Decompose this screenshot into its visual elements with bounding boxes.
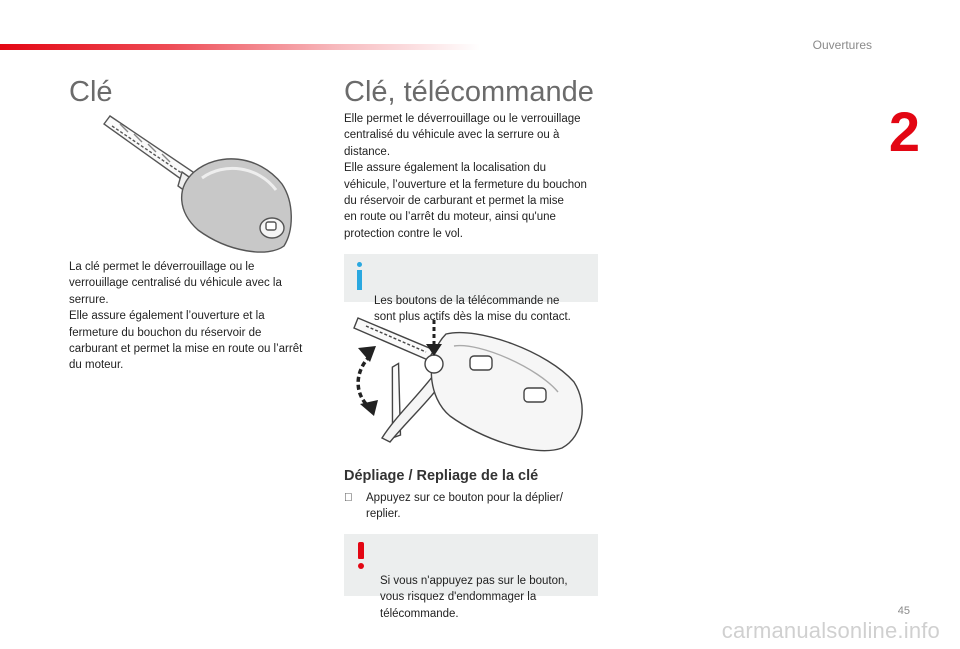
section-label: Ouvertures: [812, 38, 872, 52]
chapter-number: 2: [888, 100, 920, 163]
remote-key-illustration: [348, 312, 592, 462]
info-note-box: [344, 254, 598, 324]
fold-unfold-text: Appuyez sur ce bouton pour la déplier/ replier.: [366, 492, 563, 521]
key-description: La clé permet le déverrouillage ou le verrouillage centralisé du véhicule avec la serrure. Elle assure également l’ouverture et la fermeture du bouchon du réservoir de carburant et permet la mise en route ou l’arrêt du moteur.: [69, 261, 303, 372]
fold-unfold-heading: Dépliage / Repliage de la clé: [344, 468, 539, 484]
info-note-text: Les boutons de la télécommande ne sont plus actifs dès la mise du contact.: [374, 294, 571, 324]
warning-note-text: Si vous n'appuyez pas sur le bouton, vous risquez d'endommager la télécommande.: [380, 574, 568, 620]
key-illustration: [98, 112, 298, 260]
warning-icon: [358, 542, 364, 570]
info-icon: [357, 262, 362, 292]
watermark: carmanualsonline.info: [721, 618, 940, 643]
pointing-hand-icon: [344, 490, 353, 506]
key-title: Clé: [69, 76, 113, 108]
warning-note-box: [344, 534, 598, 620]
header-accent-bar: [0, 44, 480, 50]
remote-key-description: Elle permet le déverrouillage ou le verrouillage centralisé du véhicule avec la serrure ou à distance. Elle assure également la localisation du véhicule, l’ouverture et la fermeture du bouchon du réservoir de carburant et permet la mise en route ou l’arrêt du moteur, ainsi qu'une protection contre le vol.: [344, 113, 587, 240]
page-number: 45: [897, 605, 910, 617]
remote-key-title: Clé, télécommande: [344, 76, 594, 108]
